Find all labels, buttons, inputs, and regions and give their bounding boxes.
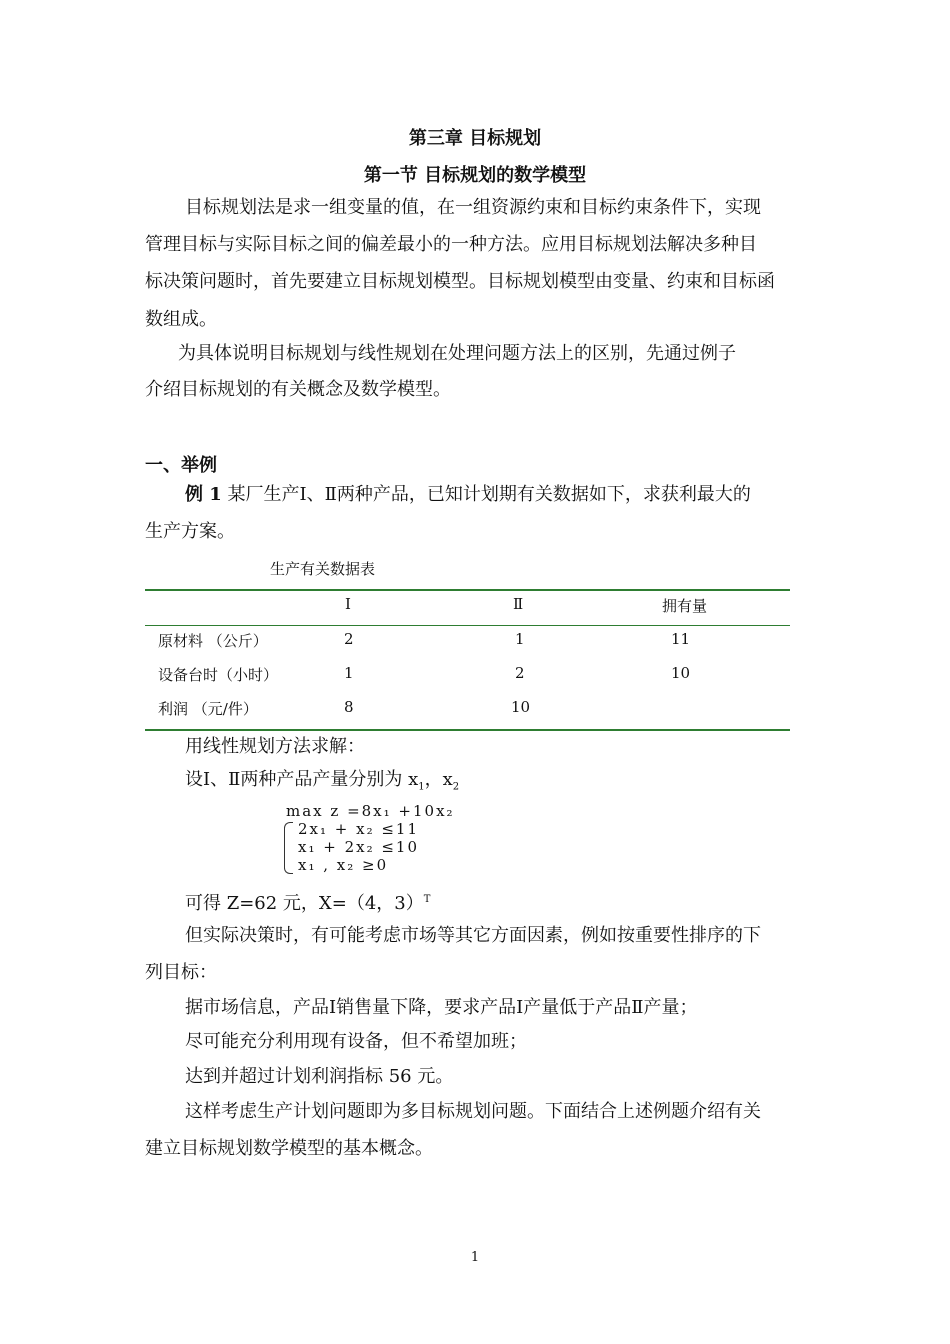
solve-line-2	[185, 770, 459, 798]
constraint-brace	[284, 822, 293, 874]
example-line-1-text: 某厂生产Ⅰ、Ⅱ两种产品，已知计划期有关数据如下，求获利最大的	[221, 484, 751, 505]
table-header-product-1: Ⅰ	[345, 595, 351, 613]
subscript-2: 2	[452, 781, 460, 793]
model-constraint-2: x₁ + 2x₂ ≤10	[298, 838, 420, 856]
table-row-1-col-1: 2	[344, 630, 354, 648]
intro-p2-line-2: 介绍目标规划的有关概念及数学模型。	[145, 379, 451, 400]
example-line-2: 生产方案。	[145, 521, 235, 542]
intro-p1-line-2: 管理目标与实际目标之间的偏差最小的一种方法。应用目标规划法解决多种目	[145, 234, 757, 255]
intro-p2-line-1: 为具体说明目标规划与线性规划在处理问题方法上的区别，先通过例子	[178, 343, 736, 364]
model-constraint-1: 2x₁ + x₂ ≤11	[298, 820, 420, 838]
intro-p1-line-1: 目标规划法是求一组变量的值，在一组资源约束和目标约束条件下，实现	[185, 197, 761, 218]
table-top-rule	[145, 589, 790, 591]
model-objective: max z =8x₁ +10x₂	[286, 802, 455, 820]
solve-line-2-text: 设Ⅰ、Ⅱ两种产品产量分别为 x	[185, 769, 419, 790]
goal-2: 尽可能充分利用现有设备，但不希望加班；	[185, 1031, 527, 1052]
body2-p1-line-2: 列目标：	[145, 962, 217, 983]
table-row-1-label: 原材料 （公斤）	[158, 632, 268, 650]
result-line	[185, 890, 430, 914]
solve-line-2-sep: ，x	[424, 769, 453, 790]
goal-3: 达到并超过计划利润指标 56 元。	[185, 1066, 454, 1087]
table-row-2-col-2: 2	[515, 664, 525, 682]
table-row-2-col-1: 1	[344, 664, 354, 682]
subscript-1: 1	[418, 781, 425, 793]
page-number: 1	[470, 1250, 480, 1265]
table-header-capacity: 拥有量	[662, 597, 708, 615]
table-row-3-col-2: 10	[511, 698, 531, 716]
example-heading: 一、举例	[145, 455, 217, 476]
chapter-title: 第三章 目标规划	[408, 128, 542, 149]
table-header-rule	[145, 625, 790, 626]
table-caption: 生产有关数据表	[270, 560, 376, 578]
section-title: 第一节 目标规划的数学模型	[363, 165, 587, 186]
result-text: 可得 Z=62 元，X=（4，3）	[185, 893, 424, 914]
table-row-2-label: 设备台时（小时）	[158, 666, 279, 684]
transpose-sup: T	[423, 894, 431, 905]
body2-last-line-1: 这样考虑生产计划问题即为多目标规划问题。下面结合上述例题介绍有关	[185, 1101, 761, 1122]
intro-p1-line-3: 标决策问题时，首先要建立目标规划模型。目标规划模型由变量、约束和目标函	[145, 271, 775, 292]
goal-1: 据市场信息，产品Ⅰ销售量下降，要求产品Ⅰ产量低于产品Ⅱ产量；	[185, 997, 698, 1018]
intro-p1-line-4: 数组成。	[145, 309, 217, 330]
body2-last-line-2: 建立目标规划数学模型的基本概念。	[145, 1138, 433, 1159]
model-constraint-3: x₁ , x₂ ≥0	[298, 856, 389, 874]
solve-line-1: 用线性规划方法求解：	[185, 736, 365, 757]
table-row-1-col-3: 11	[671, 630, 691, 648]
table-row-3-label: 利润 （元/件）	[158, 700, 258, 718]
example-label: 例 1	[185, 484, 222, 505]
body2-p1-line-1: 但实际决策时，有可能考虑市场等其它方面因素，例如按重要性排序的下	[185, 925, 761, 946]
table-row-3-col-1: 8	[344, 698, 354, 716]
example-line-1	[185, 485, 751, 505]
table-header-product-2: Ⅱ	[513, 595, 524, 613]
table-bottom-rule	[145, 729, 790, 731]
table-row-2-col-3: 10	[671, 664, 691, 682]
table-row-1-col-2: 1	[515, 630, 525, 648]
